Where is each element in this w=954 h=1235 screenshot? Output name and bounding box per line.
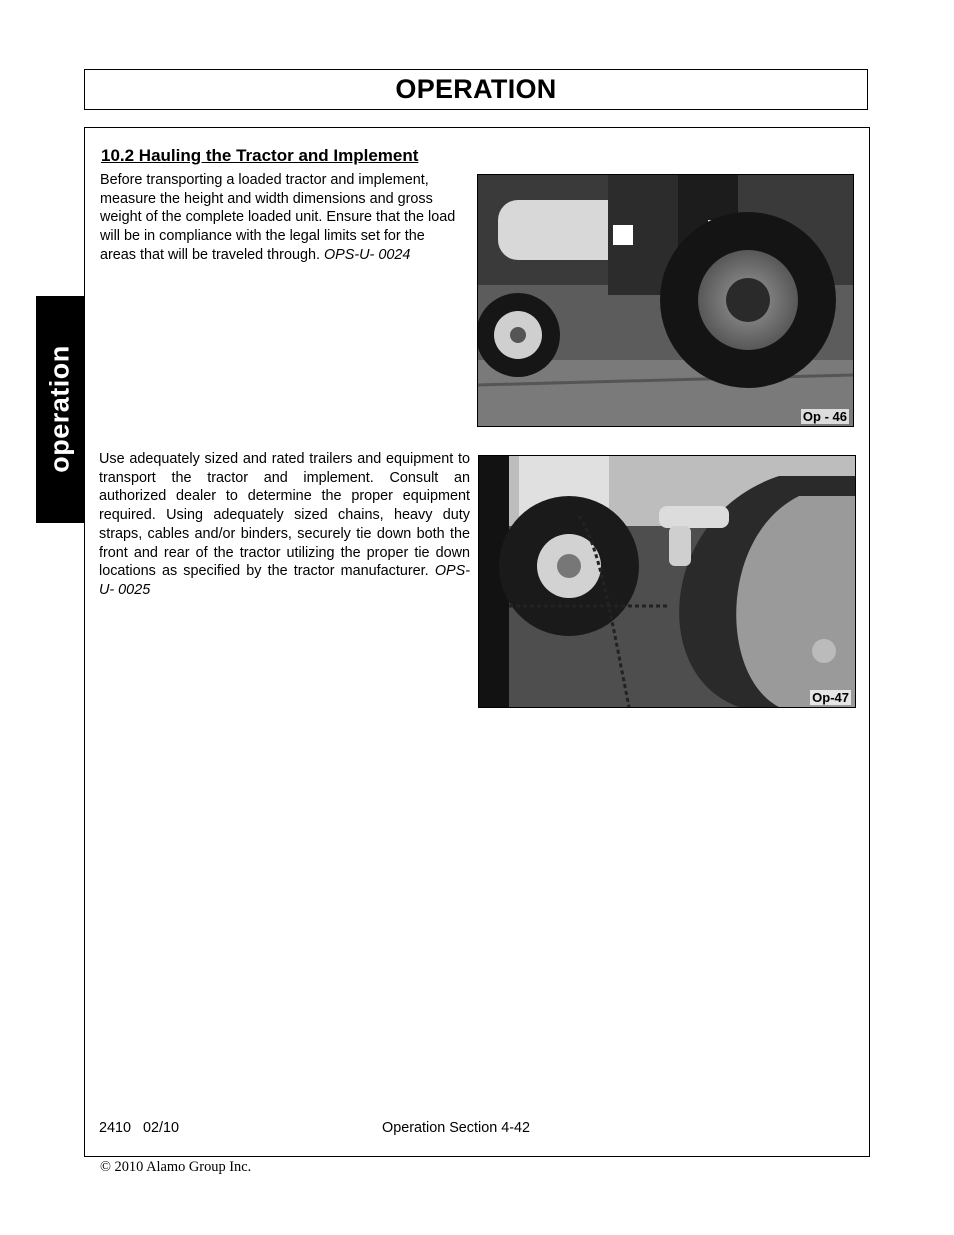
- side-tab: [36, 296, 84, 523]
- paragraph-ref: OPS-U- 0025: [99, 563, 470, 598]
- tractor-on-trailer-photo: [478, 175, 853, 426]
- paragraph-ref: OPS-U- 0024: [323, 246, 411, 263]
- figure-label: Op - 46: [802, 409, 847, 424]
- paragraph-text: Before transporting a loaded tractor and implement, measure the height and width dimensions and gross weight of the complete loaded unit. Ensure that the load will be in compliance with the legal limits set for the areas that will be traveled through.: [100, 172, 456, 263]
- page-header: [84, 69, 868, 110]
- section-heading: 10.2 Hauling the Tractor and Implement: [101, 146, 419, 165]
- footer-model-date: 2410 02/10: [99, 1120, 180, 1136]
- figure-op-46: [477, 174, 854, 427]
- paragraph-measure-load: [100, 171, 462, 265]
- tie-down-chain-photo: [479, 456, 855, 707]
- figure-label: Op-47: [812, 690, 849, 705]
- copyright: © 2010 Alamo Group Inc.: [100, 1159, 252, 1175]
- page-title: OPERATION: [395, 74, 557, 104]
- paragraph-tie-down: [99, 450, 470, 600]
- figure-op-47: [478, 455, 856, 708]
- paragraph-text: Use adequately sized and rated trailers and equipment to transport the tractor and implement. Consult an authorized dealer to determine the proper equipment required. Using adequately sized chains, heavy duty straps, cables and/or binders, securely tie down both the front and rear of the tractor utilizing the proper tie down locations as specified by the tractor manufacturer.: [99, 451, 470, 580]
- side-tab-label: operation: [44, 345, 75, 473]
- footer-page-number: Operation Section 4-42: [382, 1120, 530, 1136]
- content-frame: [84, 127, 870, 1157]
